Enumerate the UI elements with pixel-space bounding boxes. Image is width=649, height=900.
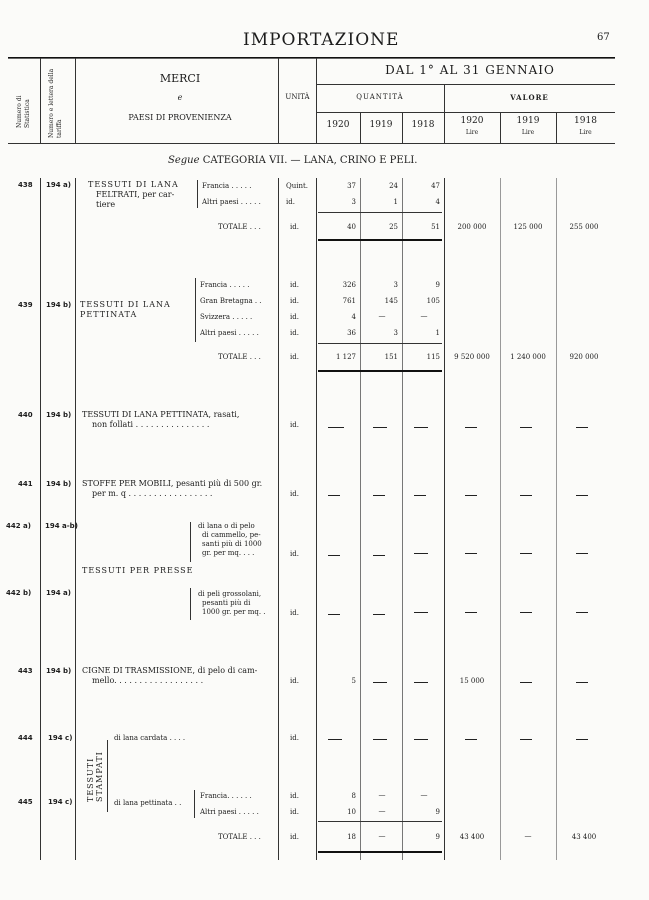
qty-1919-dash xyxy=(373,555,385,556)
item-description: TESSUTI DI LANA PETTINATA, rasati, xyxy=(82,410,240,419)
country: Francia . . . . . xyxy=(200,281,250,289)
year-q-1918: 1918 xyxy=(411,120,435,130)
total-value-1918: 920 000 xyxy=(569,353,599,361)
item-description: per m. q . . . . . . . . . . . . . . . . . xyxy=(92,489,213,498)
unit: id. xyxy=(290,609,299,617)
stat-number: 442 a) xyxy=(6,522,31,530)
total-qty-1920: 1 127 xyxy=(335,353,356,361)
value-1919-dash xyxy=(520,682,532,683)
unit: id. xyxy=(290,281,299,289)
tariff-number: 194 c) xyxy=(48,798,73,806)
total-value-1919: 125 000 xyxy=(513,223,543,231)
value-1920-dash xyxy=(465,739,477,740)
stat-number: 444 xyxy=(18,734,33,742)
unit: id. xyxy=(290,490,299,498)
stat-number: 443 xyxy=(18,667,33,675)
value-1920-dash xyxy=(465,553,477,554)
value-1920-dash xyxy=(465,495,477,496)
unit: id. xyxy=(286,198,295,206)
unit: id. xyxy=(290,313,299,321)
total-value-1920: 43 400 xyxy=(459,833,485,841)
unit: Quint. xyxy=(286,182,309,190)
value-1920: 15 000 xyxy=(459,677,485,685)
item-description: TESSUTI DI LANA xyxy=(80,300,171,309)
qty-1919: 24 xyxy=(389,182,398,190)
total-value-1920: 200 000 xyxy=(457,223,487,231)
qty-1919: — xyxy=(378,807,386,815)
total-value-1919: — xyxy=(524,832,532,840)
country: Altri paesi . . . . . xyxy=(200,808,259,816)
unit: id. xyxy=(290,329,299,337)
qty-1919-dash xyxy=(373,614,385,615)
qty-1919: — xyxy=(378,312,386,320)
lire-1918: Lire xyxy=(579,129,592,136)
tariff-number: 194 a-b) xyxy=(45,522,78,530)
qty-1919-dash xyxy=(373,427,387,428)
tariff-number: 194 b) xyxy=(46,667,72,675)
value-1920-dash xyxy=(465,427,477,428)
qty-1919: — xyxy=(378,791,386,799)
tariff-number: 194 a) xyxy=(46,181,71,189)
total-qty-1919: — xyxy=(378,832,386,840)
qty-1920: 4 xyxy=(351,313,356,321)
value-1919-dash xyxy=(520,739,532,740)
qty-1919-dash xyxy=(373,495,385,496)
qty-1919-dash xyxy=(373,739,387,740)
item-description: di cammello, pe- xyxy=(202,531,261,539)
value-1918-dash xyxy=(576,739,588,740)
qty-1920: 5 xyxy=(351,677,356,685)
qty-1918-dash xyxy=(414,682,428,683)
qty-1918-dash xyxy=(414,553,428,554)
value-1919-dash xyxy=(520,612,532,613)
value-1920-dash xyxy=(465,612,477,613)
segue-line xyxy=(168,155,417,166)
total-value-1918: 43 400 xyxy=(571,833,597,841)
qty-1920: 37 xyxy=(347,182,356,190)
year-v-1920: 1920 xyxy=(460,116,484,126)
total-value-1918: 255 000 xyxy=(569,223,599,231)
unit: id. xyxy=(290,223,299,231)
qty-1918: 105 xyxy=(426,297,440,305)
value-1918-dash xyxy=(576,553,588,554)
qty-1918: 1 xyxy=(435,329,440,337)
value-1919-dash xyxy=(520,427,532,428)
qty-1918: 4 xyxy=(435,198,440,206)
qty-1920: 3 xyxy=(351,198,356,206)
unit: id. xyxy=(290,353,299,361)
value-1919-dash xyxy=(520,553,532,554)
qty-1918-dash xyxy=(414,427,428,428)
group-label: TESSUTI PER PRESSE xyxy=(82,566,194,575)
group-label: TESSUTI STAMPATI xyxy=(86,751,104,802)
total-label: TOTALE . . . xyxy=(218,353,261,361)
header-col-tariffa: Numero e lettera della tariffa xyxy=(48,68,63,138)
total-qty-1918: 9 xyxy=(435,833,440,841)
tariff-number: 194 b) xyxy=(46,411,72,419)
stat-number: 442 b) xyxy=(6,589,32,597)
qty-1920: 10 xyxy=(347,808,356,816)
item-description: non follati . . . . . . . . . . . . . . . xyxy=(92,420,210,429)
header-unita: UNITÀ xyxy=(285,93,310,101)
tariff-number: 194 c) xyxy=(48,734,73,742)
item-description: FELTRATI, per car- xyxy=(96,190,175,199)
item-description: STOFFE PER MOBILI, pesanti più di 500 gr. xyxy=(82,479,263,488)
qty-1918: — xyxy=(420,312,428,320)
total-label: TOTALE . . . xyxy=(218,833,261,841)
unit: id. xyxy=(290,677,299,685)
stat-number: 445 xyxy=(18,798,33,806)
item-description: TESSUTI DI LANA xyxy=(88,180,179,189)
unit: id. xyxy=(290,550,299,558)
qty-1920-dash xyxy=(328,555,340,556)
stat-number: 439 xyxy=(18,301,33,309)
value-1918-dash xyxy=(576,427,588,428)
stat-number: 440 xyxy=(18,411,33,419)
qty-1920-dash xyxy=(328,495,340,496)
lire-1920: Lire xyxy=(465,129,479,136)
country: Gran Bretagna . . xyxy=(200,297,262,305)
header-quantita: QUANTITÀ xyxy=(356,93,404,101)
total-value-1920: 9 520 000 xyxy=(454,353,490,361)
qty-1918: — xyxy=(420,791,428,799)
country: Francia . . . . . xyxy=(202,182,252,190)
page-title: IMPORTAZIONE xyxy=(243,30,400,50)
qty-1919-dash xyxy=(373,682,387,683)
total-qty-1920: 40 xyxy=(347,223,356,231)
country: Francia. . . . . . xyxy=(200,792,252,800)
qty-1920-dash xyxy=(328,427,344,428)
country: Svizzera . . . . . xyxy=(200,313,253,321)
header-e: e xyxy=(177,93,183,102)
segue-text: CATEGORIA VII. — LANA, CRINO E PELI. xyxy=(202,155,418,166)
qty-1919: 3 xyxy=(393,329,398,337)
tariff-number: 194 b) xyxy=(46,480,72,488)
qty-1920-dash xyxy=(328,614,340,615)
item-description: di peli grossolani, xyxy=(198,590,262,598)
total-qty-1918: 51 xyxy=(431,223,440,231)
value-1918-dash xyxy=(576,682,588,683)
total-value-1919: 1 240 000 xyxy=(510,353,546,361)
item-description: PETTINATA xyxy=(80,310,138,319)
unit: id. xyxy=(290,792,299,800)
total-qty-1920: 18 xyxy=(347,833,356,841)
value-1918-dash xyxy=(576,495,588,496)
total-qty-1919: 25 xyxy=(389,223,398,231)
qty-1920: 8 xyxy=(351,792,356,800)
tariff-number: 194 a) xyxy=(46,589,71,597)
unit: id. xyxy=(290,421,299,429)
value-1918-dash xyxy=(576,612,588,613)
value-1919-dash xyxy=(520,495,532,496)
header-merci: MERCI xyxy=(159,72,201,85)
lire-1919: Lire xyxy=(521,129,535,136)
country: Altri paesi . . . . . xyxy=(200,329,259,337)
qty-1920-dash xyxy=(328,739,342,740)
item-description: pesanti più di xyxy=(202,599,251,607)
item-description: tiere xyxy=(96,200,116,209)
item-description: di lana pettinata . . xyxy=(114,799,182,807)
qty-1919: 1 xyxy=(393,198,398,206)
header-valore: VALORE xyxy=(510,93,549,102)
unit: id. xyxy=(290,297,299,305)
country: Altri paesi . . . . . xyxy=(202,198,261,206)
qty-1918-dash xyxy=(414,612,428,613)
year-q-1920: 1920 xyxy=(326,120,350,130)
qty-1918: 9 xyxy=(435,281,440,289)
qty-1918-dash xyxy=(414,739,428,740)
item-description: mello. . . . . . . . . . . . . . . . . . xyxy=(92,676,204,685)
item-description: di lana cardata . . . . xyxy=(114,734,186,742)
tariff-number: 194 b) xyxy=(46,301,72,309)
unit: id. xyxy=(290,808,299,816)
year-q-1919: 1919 xyxy=(369,120,393,130)
total-qty-1919: 151 xyxy=(384,353,398,361)
segue-prefix: Segue xyxy=(168,155,200,166)
unit: id. xyxy=(290,734,299,742)
total-qty-1918: 115 xyxy=(426,353,440,361)
item-description: di lana o di pelo xyxy=(198,522,255,530)
year-v-1919: 1919 xyxy=(516,116,540,126)
page-number: 67 xyxy=(597,32,610,43)
qty-1920: 761 xyxy=(342,297,356,305)
header-period: DAL 1° AL 31 GENNAIO xyxy=(385,63,555,77)
qty-1918-dash xyxy=(414,495,426,496)
qty-1918: 9 xyxy=(435,808,440,816)
item-description: CIGNE DI TRASMISSIONE, di pelo di cam- xyxy=(82,666,258,675)
total-label: TOTALE . . . xyxy=(218,223,261,231)
unit: id. xyxy=(290,833,299,841)
header-paesi: PAESI DI PROVENIENZA xyxy=(128,113,232,122)
item-description: 1000 gr. per mq. . xyxy=(202,608,266,616)
qty-1918: 47 xyxy=(431,182,440,190)
item-description: santi più di 1000 xyxy=(202,540,262,548)
qty-1919: 3 xyxy=(393,281,398,289)
qty-1920: 326 xyxy=(342,281,356,289)
item-description: gr. per mq. . . . xyxy=(202,549,255,557)
stat-number: 438 xyxy=(18,181,33,189)
qty-1919: 145 xyxy=(384,297,398,305)
year-v-1918: 1918 xyxy=(574,116,597,126)
qty-1920: 36 xyxy=(347,329,356,337)
header-col-statistica: Numero di Statistica xyxy=(16,95,31,128)
stat-number: 441 xyxy=(18,480,33,488)
